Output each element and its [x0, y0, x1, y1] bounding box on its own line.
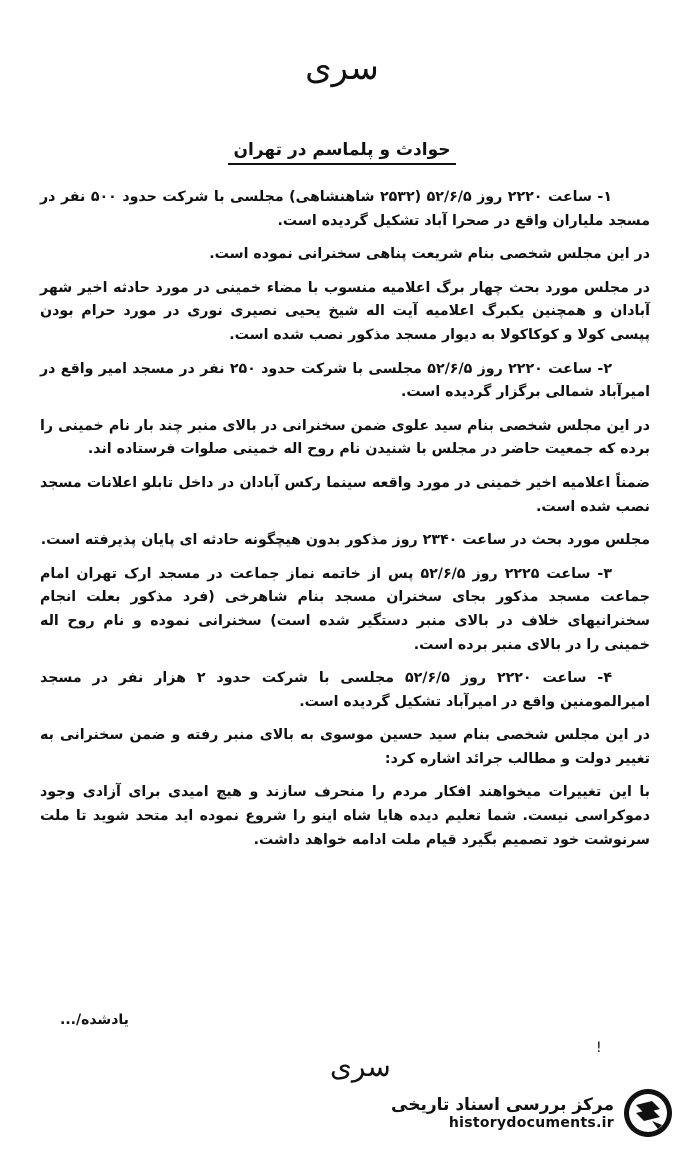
- watermark: [384, 1084, 674, 1142]
- paragraph: در این مجلس شخصی بنام سید علوی ضمن سخنرانی در بالای منبر چند بار نام خمینی را برده که جمعیت حاضر در مجلس با شنیدن نام روح اله خمینی صلوات فرستاده اند.: [40, 417, 650, 458]
- signoff-note: یادشده/...: [60, 1012, 129, 1028]
- paragraph: ضمناً اعلامیه اخیر خمینی در مورد واقعه سینما رکس آبادان در داخل تابلو اعلانات مسجد نصب شده است.: [40, 474, 650, 515]
- document-title-text: حوادث و پلماسم در تهران: [228, 140, 457, 165]
- paragraph: مجلس مورد بحث در ساعت ۲۳۴۰ روز مذکور بدون هیچگونه حادثه ای پایان پذیرفته است.: [40, 532, 650, 549]
- paragraph: در این مجلس شخصی بنام شریعت پناهی سخنرانی نموده است.: [209, 246, 650, 263]
- watermark-url: historydocuments.ir: [448, 1115, 614, 1131]
- paragraph: ۴- ساعت ۲۲۲۰ روز ۵۲/۶/۵ مجلسی با شرکت حدود ۲ هزار نفر در مسجد امیرالمومنین واقع در امیرآباد تشکیل گردیده است.: [40, 670, 650, 710]
- margin-mark: !: [596, 1040, 602, 1056]
- paragraph: با این تغییرات میخواهند افکار مردم را منحرف سازند و هیچ امیدی برای آزادی وجود دموکراسی نیست. شما تعلیم دیده هایا شاه اینو را شروع نموده اید متحد شوید تا ملت سرنوشت خود تصمیم بگیرد قیام ملت ادامه خواهد داشت.: [40, 784, 650, 848]
- document-title: [0, 140, 684, 160]
- classification-footer: سری: [330, 1050, 391, 1083]
- paragraph: ۳- ساعت ۲۲۲۵ روز ۵۲/۶/۵ پس از خاتمه نماز جماعت در مسجد ارک تهران امام جماعت مسجد مذکور بجای سخنران مسجد بنام شاهرخی (فرد مذکور بعلت انجام سخنرانیهای خلاف در بالای منبر دستگیر شده است) سخنرانی نموده و نام روح اله خمینی را در بالای منبر برده است.: [40, 565, 650, 653]
- paragraph: در مجلس مورد بحث چهار برگ اعلامیه منسوب با مضاء خمینی در مورد حادثه اخیر شهر آبادان و همچنین یکبرگ اعلامیه آیت اله شیخ یحیی نصیری نوری در مورد حرام بودن پپسی کولا و کوکاکولا به دیوار مسجد مذکور نصب شده است.: [40, 279, 650, 343]
- watermark-text: [391, 1095, 614, 1131]
- paragraph: ۱- ساعت ۲۲۲۰ روز ۵۲/۶/۵ (۲۵۳۲ شاهنشاهی) مجلسی با شرکت حدود ۵۰۰ نفر در مسجد ملیاران واقع در صحرا آباد تشکیل گردیده است.: [40, 189, 650, 229]
- document-body: [40, 186, 650, 862]
- watermark-name: مرکز بررسی اسناد تاریخی: [391, 1095, 614, 1115]
- paragraph: در این مجلس شخصی بنام سید حسین موسوی به بالای منبر رفته و ضمن سخنرانی به تغییر دولت و مطالب جرائد اشاره کرد:: [40, 727, 650, 767]
- archive-logo-icon: [622, 1087, 674, 1139]
- classification-header: سری: [305, 48, 379, 88]
- paragraph: ۲- ساعت ۲۲۲۰ روز ۵۲/۶/۵ مجلسی با شرکت حدود ۲۵۰ نفر در مسجد امیر واقع در امیرآباد شمالی برگزار گردیده است.: [40, 360, 650, 401]
